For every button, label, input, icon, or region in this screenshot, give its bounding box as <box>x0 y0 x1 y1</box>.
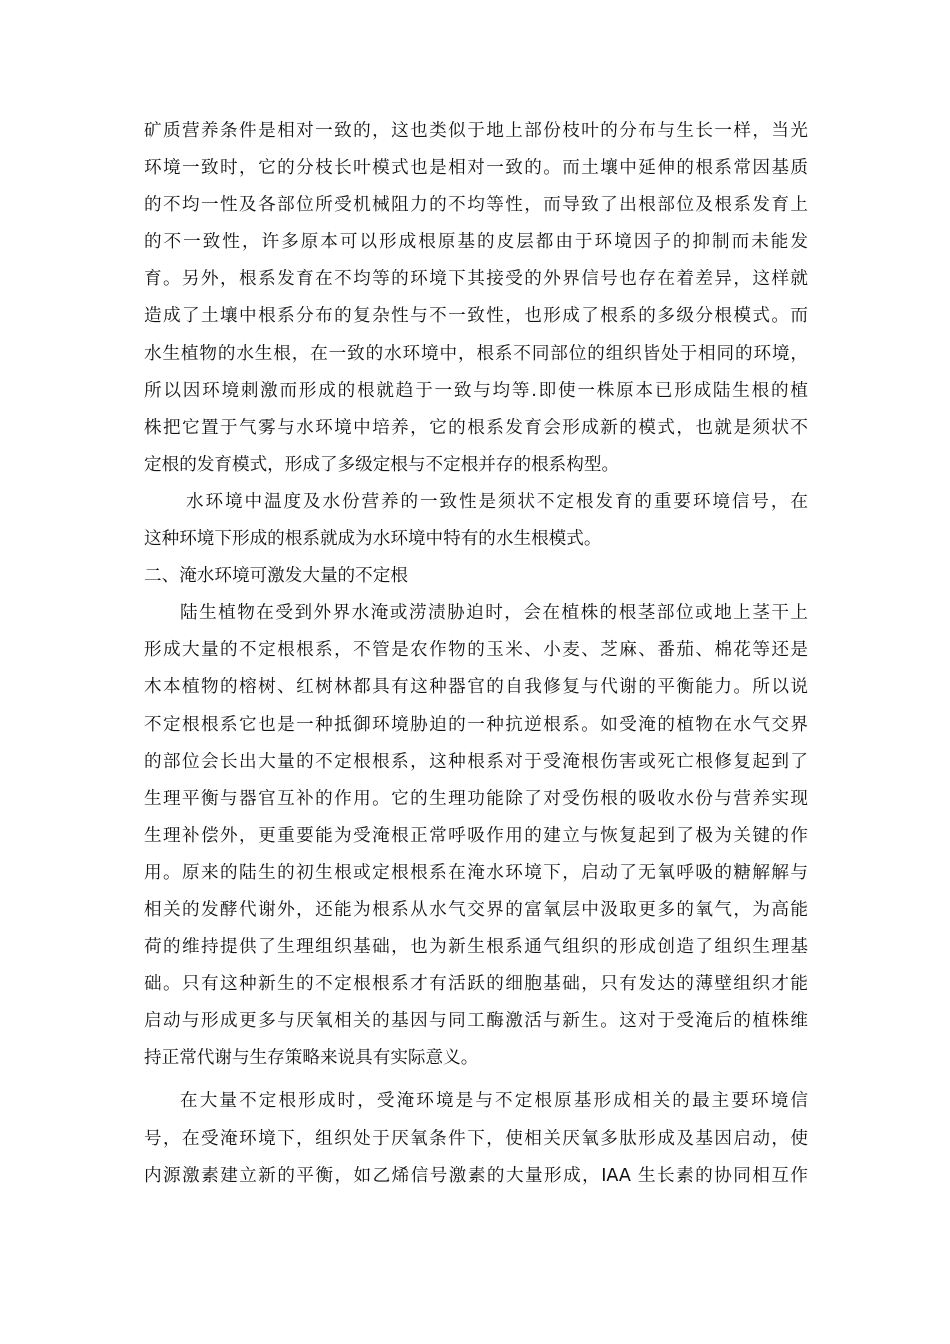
text-line: 所以因环境刺激而形成的根就趋于一致与均等.即使一株原本已形成陆生根的植 <box>144 380 808 401</box>
text-line: 内源激素建立新的平衡，如乙烯信号激素的大量形成，IAA 生长素的协同相互作 <box>144 1165 808 1186</box>
text-line: 础。只有这种新生的不定根根系才有活跃的细胞基础，只有发达的薄壁组织才能 <box>144 974 808 995</box>
text-line: 木本植物的榕树、红树林都具有这种器官的自我修复与代谢的平衡能力。所以说 <box>144 677 808 698</box>
text-line: 不定根根系它也是一种抵御环境胁迫的一种抗逆根系。如受淹的植物在水气交界 <box>144 714 808 735</box>
text-line: 用。原来的陆生的初生根或定根根系在淹水环境下，启动了无氧呼吸的糖解解与 <box>144 862 808 883</box>
text-line: 的不均一性及各部位所受机械阻力的不均等性，而导致了出根部位及根系发育上 <box>144 195 808 216</box>
text-line: 这种环境下形成的根系就成为水环境中特有的水生根模式。 <box>144 529 602 550</box>
text-line: 育。另外，根系发育在不均等的环境下其接受的外界信号也存在着差异，这样就 <box>144 269 808 290</box>
text-line: 号，在受淹环境下，组织处于厌氧条件下，使相关厌氧多肽形成及基因启动，使 <box>144 1128 808 1149</box>
text-line: 矿质营养条件是相对一致的，这也类似于地上部份枝叶的分布与生长一样，当光 <box>144 121 808 141</box>
text-line: 持正常代谢与生存策略来说具有实际意义。 <box>144 1048 479 1069</box>
text-line: 的部位会长出大量的不定根根系，这种根系对于受淹根伤害或死亡根修复起到了 <box>144 751 808 772</box>
text-line: 荷的维持提供了生理组织基础，也为新生根系通气组织的形成创造了组织生理基 <box>144 937 808 958</box>
text-line: 水生植物的水生根，在一致的水环境中，根系不同部位的组织皆处于相同的环境， <box>144 343 808 364</box>
text-line: 株把它置于气雾与水环境中培养，它的根系发育会形成新的模式，也就是须状不 <box>144 417 808 438</box>
text-line: 环境一致时，它的分枝长叶模式也是相对一致的。而土壤中延伸的根系常因基质 <box>144 158 808 179</box>
text-line: 定根的发育模式，形成了多级定根与不定根并存的根系构型。 <box>144 454 620 475</box>
section-heading: 二、淹水环境可激发大量的不定根 <box>144 566 408 587</box>
text-line: 生理补偿外，更重要能为受淹根正常呼吸作用的建立与恢复起到了极为关键的作 <box>144 825 808 846</box>
text-line: 水环境中温度及水份营养的一致性是须状不定根发育的重要环境信号，在 <box>186 491 808 512</box>
text-line: 形成大量的不定根根系，不管是农作物的玉米、小麦、芝麻、番茄、棉花等还是 <box>144 640 808 661</box>
text-line: 造成了土壤中根系分布的复杂性与不一致性，也形成了根系的多级分根模式。而 <box>144 306 808 327</box>
text-line: 的不一致性，许多原本可以形成根原基的皮层都由于环境因子的抑制而未能发 <box>144 232 808 253</box>
body-text <box>144 113 808 1195</box>
text-line: 生理平衡与器官互补的作用。它的生理功能除了对受伤根的吸收水份与营养实现 <box>144 788 808 809</box>
text-line: 在大量不定根形成时，受淹环境是与不定根原基形成相关的最主要环境信 <box>180 1091 808 1112</box>
text-line: 陆生植物在受到外界水淹或涝渍胁迫时，会在植株的根茎部位或地上茎干上 <box>180 603 808 624</box>
text-line: 启动与形成更多与厌氧相关的基因与同工酶激活与新生。这对于受淹后的植株维 <box>144 1011 808 1032</box>
text-line: 相关的发酵代谢外，还能为根系从水气交界的富氧层中汲取更多的氧气，为高能 <box>144 899 808 920</box>
